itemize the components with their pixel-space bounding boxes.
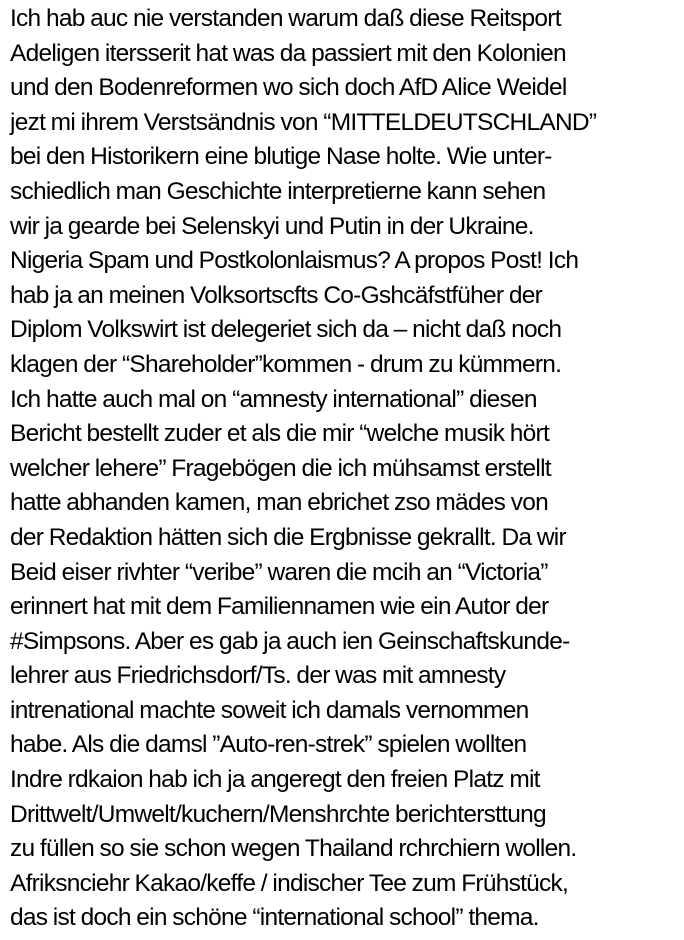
text-line-14: welcher lehere” Fragebögen die ich mühsamst erstellt — [10, 454, 551, 482]
text-line-5: bei den Historikern eine blutige Nase holte. Wie unter- — [10, 143, 552, 171]
text-line-16: der Redaktion hätten sich die Ergbnisse gekrallt. Da wir — [10, 523, 566, 551]
text-line-4: jezt mi ihrem Verstsändnis von “MITTELDEUTSCHLAND” — [10, 108, 597, 136]
text-line-7: wir ja gearde bei Selenskyi und Putin in der Ukraine. — [10, 212, 534, 240]
text-line-1: Ich hab auc nie verstanden warum daß diese Reitsport — [10, 5, 561, 32]
text-line-17: Beid eiser rivhter “veribe” waren die mcih an “Victoria” — [10, 558, 548, 586]
text-line-25: zu füllen so sie schon wegen Thailand rchrchiern wollen. — [10, 835, 577, 863]
text-line-18: erinnert hat mit dem Familiennamen wie ein Autor der — [10, 593, 549, 621]
text-line-15: hatte abhanden kamen, man ebrichet zso mädes von — [10, 489, 548, 517]
text-line-19: #Simpsons. Aber es gab ja auch ien Geinschaftskunde- — [10, 627, 570, 655]
text-line-2: Adeligen itersserit hat was da passiert mit den Kolonien — [10, 39, 566, 67]
text-line-9: hab ja an meinen Volksortscfts Co-Gshcäfstfüher der — [10, 281, 543, 309]
text-line-20: lehrer aus Friedrichsdorf/Ts. der was mit amnesty — [10, 662, 506, 690]
text-line-13: Bericht bestellt zuder et als die mir “welche musik hört — [10, 420, 549, 448]
text-line-23: Indre rdkaion hab ich ja angeregt den freien Platz mit — [10, 766, 540, 794]
text-line-22: habe. Als die damsl ”Auto-ren-strek” spielen wollten — [10, 731, 527, 759]
text-line-10: Diplom Volkswirt ist delegeriet sich da – nicht daß noch — [10, 316, 562, 344]
text-line-12: Ich hatte auch mal on “amnesty international” diesen — [10, 385, 537, 413]
text-line-21: intrenational machte soweit ich damals vernommen — [10, 696, 529, 724]
text-line-3: und den Bodenreformen wo sich doch AfD Alice Weidel — [10, 74, 567, 102]
text-line-8: Nigeria Spam und Postkolonlaismus? A propos Post! Ich — [10, 247, 579, 275]
text-line-11: klagen der “Shareholder”kommen - drum zu kümmern. — [10, 350, 562, 378]
document-page — [10, 2, 680, 938]
text-line-26: Afriksnciehr Kakao/keffe / indischer Tee zum Frühstück, — [10, 869, 569, 897]
text-line-6: schiedlich man Geschichte interpretierne kann sehen — [10, 177, 546, 205]
text-line-27: das ist doch ein schöne “international school” thema. — [10, 904, 539, 932]
text-line-24: Drittwelt/Umwelt/kuchern/Menshrchte berichtersttung — [10, 800, 546, 828]
